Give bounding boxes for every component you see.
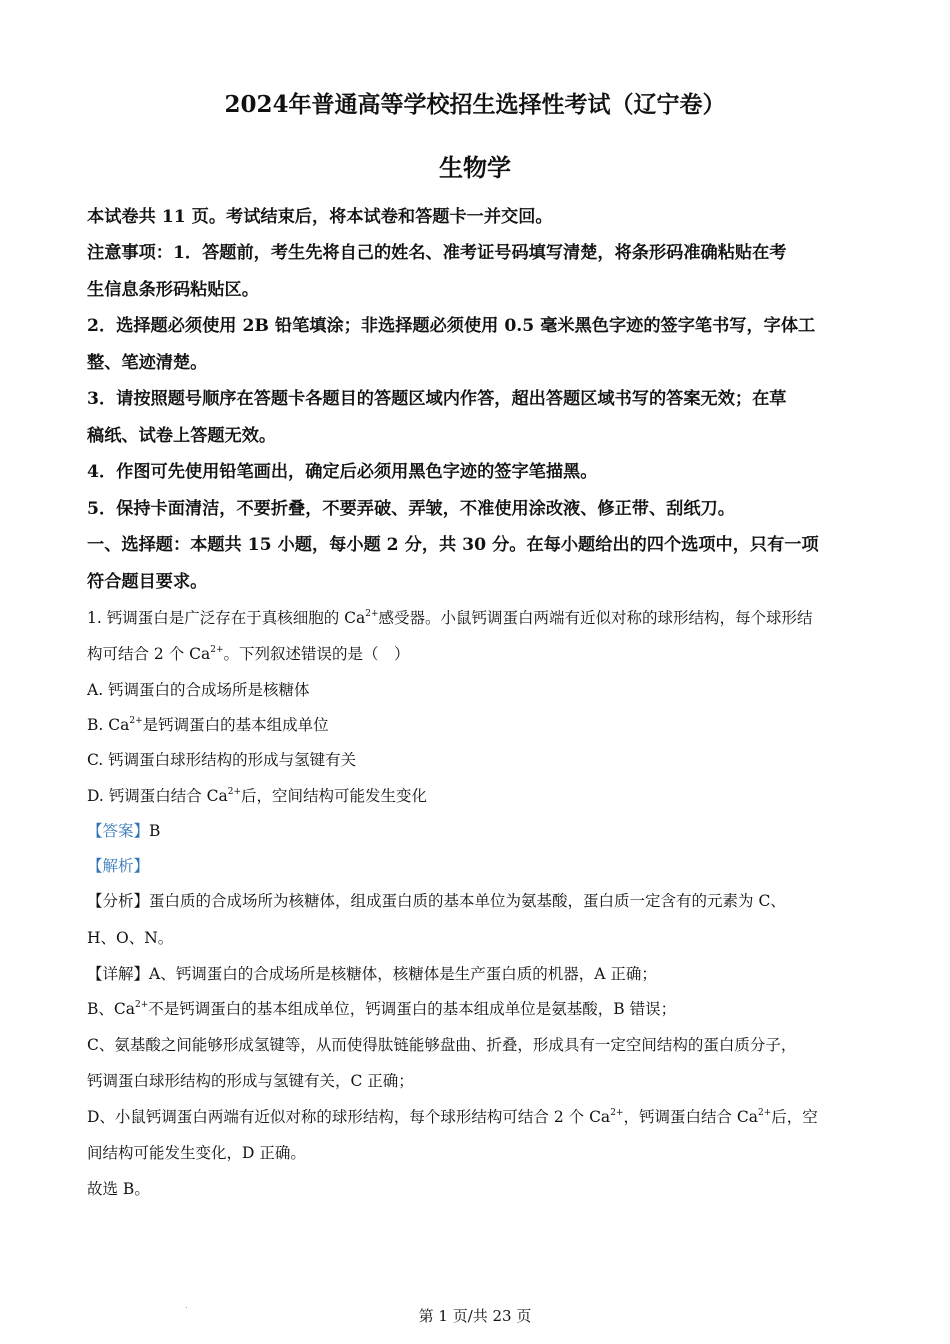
xiangjie-c-line-1: C、氨基酸之间能够形成氢键等，从而使得肽链能够盘曲、折叠，形成具有一定空间结构的蛋白质分子，	[87, 1036, 797, 1054]
answer-value: B	[149, 822, 161, 840]
note-1-line-1: 注意事项：1．答题前，考生先将自己的姓名、准考证号码填写清楚，将条形码准确粘贴在考	[87, 243, 787, 263]
note-3-line-2: 稿纸、试卷上答题无效。	[87, 426, 277, 446]
xiangjie-text: 后，空	[771, 1108, 818, 1126]
note-1-line-2: 生信息条形码粘贴区。	[87, 280, 259, 300]
superscript: 2+	[210, 645, 224, 655]
analysis-label: 【解析】	[87, 857, 150, 875]
intro-text: 本试卷共 11 页。考试结束后，将本试卷和答题卡一并交回。	[87, 207, 553, 227]
xiangjie-text: A、钙调蛋白的合成场所是核糖体，核糖体是生产蛋白质的机器，A 正确；	[149, 965, 657, 983]
xiangjie-b	[87, 997, 867, 1021]
xiangjie-text: ，钙调蛋白结合 Ca	[623, 1108, 758, 1126]
answer-line	[87, 819, 867, 843]
xiangjie-label: 【详解】	[87, 965, 150, 983]
option-a: A. 钙调蛋白的合成场所是核糖体	[87, 681, 310, 699]
fenxi-line-1	[87, 889, 867, 913]
xiangjie-text: B、Ca	[87, 1000, 135, 1018]
superscript: 2+	[758, 1108, 772, 1118]
exam-title: 2024年普通高等学校招生选择性考试（辽宁卷）	[224, 91, 726, 118]
subject-title: 生物学	[439, 153, 511, 182]
xiangjie-c-line-2: 钙调蛋白球形结构的形成与氢键有关，C 正确；	[87, 1072, 414, 1090]
xiangjie-text: 不是钙调蛋白的基本组成单位，钙调蛋白的基本组成单位是氨基酸，B 错误；	[148, 1000, 677, 1018]
fenxi-text: 蛋白质的合成场所为核糖体，组成蛋白质的基本单位为氨基酸，蛋白质一定含有的元素为 C、	[149, 892, 786, 910]
note-5: 5．保持卡面清洁，不要折叠，不要弄破、弄皱，不准使用涂改液、修正带、刮纸刀。	[87, 499, 735, 519]
superscript: 2+	[227, 787, 242, 797]
question-stem-line-1	[87, 606, 867, 630]
superscript: 2+	[610, 1108, 624, 1118]
xiangjie-d-line-1	[87, 1105, 867, 1129]
question-stem-line-2	[87, 642, 867, 666]
option-text: 是钙调蛋白的基本组成单位	[142, 716, 329, 734]
note-2-line-1: 2．选择题必须使用 2B 铅笔填涂；非选择题必须使用 0.5 毫米黑色字迹的签字笔书写，字体工	[87, 316, 816, 336]
stem-text: 。下列叙述错误的是（ ）	[223, 645, 410, 663]
xiangjie-text: D、小鼠钙调蛋白两端有近似对称的球形结构，每个球形结构可结合 2 个 Ca	[87, 1108, 611, 1126]
option-text: 后，空间结构可能发生变化	[241, 787, 428, 805]
note-2-line-2: 整、笔迹清楚。	[87, 353, 208, 373]
stem-text: 构可结合 2 个 Ca	[87, 645, 211, 663]
superscript: 2+	[129, 716, 143, 726]
stem-text: 1. 钙调蛋白是广泛存在于真核细胞的 Ca	[87, 609, 366, 627]
section-heading-line-1: 一、选择题：本题共 15 小题，每小题 2 分，共 30 分。在每小题给出的四个选项中，只有一项	[87, 535, 819, 555]
option-text: B. Ca	[87, 716, 130, 734]
answer-label: 【答案】	[87, 822, 150, 840]
note-4: 4．作图可先使用铅笔画出，确定后必须用黑色字迹的签字笔描黑。	[87, 462, 598, 482]
fenxi-line-2: H、O、N。	[87, 929, 174, 947]
option-b	[87, 713, 867, 737]
conclusion: 故选 B。	[87, 1180, 150, 1198]
section-heading-line-2: 符合题目要求。	[87, 572, 208, 592]
superscript: 2+	[365, 609, 379, 619]
superscript: 2+	[135, 1000, 149, 1010]
xiangjie-a	[87, 962, 867, 986]
xiangjie-d-line-2: 间结构可能发生变化，D 正确。	[87, 1144, 306, 1162]
stem-text: 感受器。小鼠钙调蛋白两端有近似对称的球形结构，每个球形结	[378, 609, 813, 627]
option-text: D. 钙调蛋白结合 Ca	[87, 787, 228, 805]
option-d	[87, 784, 867, 808]
page-footer: 第 1 页/共 23 页	[418, 1307, 532, 1325]
option-c: C. 钙调蛋白球形结构的形成与氢键有关	[87, 751, 357, 769]
fenxi-label: 【分析】	[87, 892, 150, 910]
note-3-line-1: 3．请按照题号顺序在答题卡各题目的答题区域内作答，超出答题区域书写的答案无效；在草	[87, 389, 787, 409]
